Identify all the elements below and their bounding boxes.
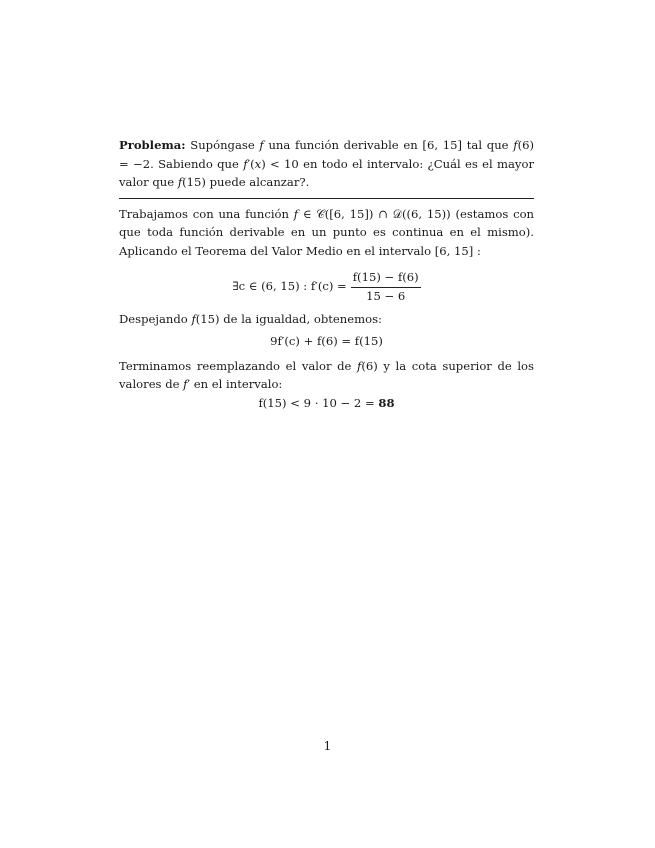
math-var: f: [191, 311, 196, 326]
problem-label: Problema:: [119, 138, 186, 152]
horizontal-rule: [119, 198, 534, 199]
solution-paragraph-1: [119, 205, 534, 261]
math-var: f: [357, 358, 362, 373]
math-symbol: 𝒞: [316, 206, 325, 221]
solution-text: ∈: [298, 206, 317, 221]
math-var: f: [259, 138, 264, 152]
result-value: 88: [378, 395, 395, 410]
equation-isolate: 9f′(c) + f(6) = f(15): [270, 334, 383, 349]
solution-text: ([6, 15]) ∩: [324, 206, 393, 221]
solution-text: Terminamos reemplazando el valor de: [119, 358, 358, 373]
document-content: [119, 136, 534, 413]
equation-mean-value: [119, 270, 534, 304]
solution-paragraph-2: [119, 310, 534, 329]
solution-text: (6) y la cota superior de los valores de: [119, 358, 534, 392]
equation-result: [119, 394, 534, 413]
solution-paragraph-3: [119, 357, 534, 394]
math-var: f: [293, 206, 299, 221]
math-var: x: [254, 156, 262, 171]
math-var: f: [243, 156, 248, 171]
solution-text: Despejando: [119, 311, 192, 326]
fraction: [351, 270, 421, 304]
solution-text: (15) de la igualdad, obtenemos:: [195, 311, 382, 326]
problem-statement: [119, 136, 534, 192]
problem-text: (15) puede alcanzar?.: [182, 175, 310, 190]
fraction-numerator: f(15) − f(6): [351, 270, 421, 288]
problem-text: (6) = −2. Sabiendo que: [119, 138, 535, 171]
problem-text: Supóngase: [185, 138, 260, 152]
fraction-denominator: 15 − 6: [366, 288, 406, 303]
equation-left: ∃c ∈ (6, 15) : f′(c) =: [232, 279, 347, 294]
problem-text: una función derivable en [6, 15] tal que: [263, 138, 514, 152]
solution-text: Trabajamos con una función: [119, 206, 294, 221]
page-number: 1: [323, 739, 332, 753]
problem-text: ) < 10 en todo el intervalo: ¿Cuál es el mayor valor que: [119, 156, 534, 190]
problem-text: ′(: [247, 156, 255, 171]
solution-text: ′ en el intervalo:: [187, 377, 283, 392]
math-var: f: [513, 138, 518, 152]
math-var: f: [177, 175, 183, 190]
math-symbol: 𝒟: [392, 206, 402, 221]
math-var: f: [183, 377, 188, 392]
solution-text: ((6, 15)) (estamos con que toda función derivable en un punto es continua en el mismo). Aplicando el Teorema del Valor Medio en el intervalo [6, 15] :: [119, 206, 535, 258]
result-expression: f(15) < 9 · 10 − 2 =: [258, 395, 379, 410]
